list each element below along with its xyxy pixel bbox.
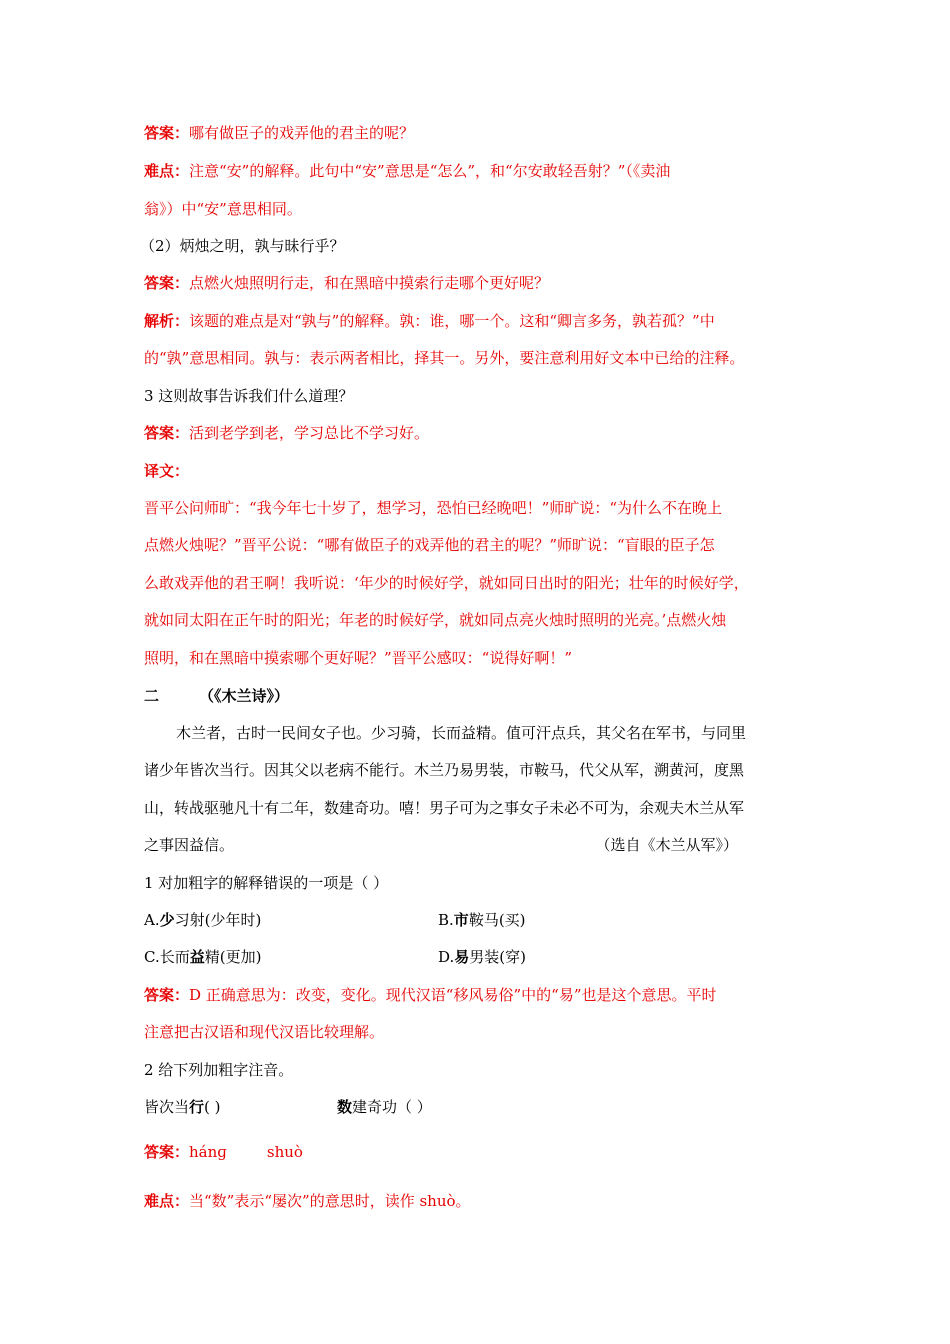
q1-answer-line bbox=[144, 123, 808, 143]
q2-analysis-line bbox=[144, 311, 808, 331]
passage-line bbox=[144, 760, 808, 780]
translation-text: 照明，和在黑暗中摸索哪个更好呢？”晋平公感叹：“说得好啊！” bbox=[144, 649, 573, 667]
answer-label: 答案： bbox=[144, 424, 190, 442]
pinyin-answer-1: hánɡ bbox=[189, 1143, 227, 1161]
section-heading bbox=[144, 686, 808, 706]
translation-line bbox=[144, 535, 808, 555]
translation-line bbox=[144, 610, 808, 630]
answer-label: 答案： bbox=[144, 274, 190, 292]
q3-answer-line bbox=[144, 423, 808, 443]
translation-text: 就如同太阳在正午时的阳光；年老的时候好学，就如同点亮火烛时照明的光亮。’点燃火烛 bbox=[144, 611, 727, 629]
answer-text: 活到老学到老，学习总比不学习好。 bbox=[189, 424, 430, 442]
translation-line bbox=[144, 498, 808, 518]
answer-label: 答案： bbox=[144, 124, 190, 142]
pinyin-item-2: 数建奇功（ ） bbox=[337, 1098, 432, 1116]
q2-analysis-line-2 bbox=[144, 348, 808, 368]
answer-label: 答案： bbox=[144, 1143, 190, 1161]
answer-text: 哪有做臣子的戏弄他的君主的呢？ bbox=[189, 124, 415, 142]
analysis-label: 解析： bbox=[144, 312, 190, 330]
passage-text: 之事因益信。 bbox=[144, 836, 235, 854]
passage-line bbox=[144, 835, 808, 855]
mc-question bbox=[144, 873, 808, 893]
pinyin-items bbox=[144, 1097, 808, 1117]
difficulty-text: 当“数”表示“屡次”的意思时，读作 shuò。 bbox=[189, 1192, 471, 1210]
pinyin-difficulty-line bbox=[144, 1191, 808, 1211]
answer-text-2: 注意把古汉语和现代汉语比较理解。 bbox=[144, 1023, 385, 1041]
option-c: C.长而益精(更加) bbox=[144, 948, 262, 966]
difficulty-label: 难点： bbox=[144, 1192, 190, 1210]
q1-difficulty-line bbox=[144, 161, 808, 181]
translation-line bbox=[144, 573, 808, 593]
question-text: （2）炳烛之明，孰与昧行乎？ bbox=[140, 237, 345, 255]
difficulty-text-2: 翁》）中“安”意思相同。 bbox=[144, 200, 302, 218]
question-text: 2 给下列加粗字注音。 bbox=[144, 1061, 294, 1079]
pinyin-answer-line bbox=[144, 1142, 808, 1162]
difficulty-label: 难点： bbox=[144, 162, 190, 180]
option-a: A.少习射(少年时) bbox=[144, 911, 262, 929]
question-text: 3 这则故事告诉我们什么道理？ bbox=[144, 387, 354, 405]
passage-text: 木兰者，古时一民间女子也。少习骑，长而益精。值可汗点兵，其父名在军书，与同里 bbox=[176, 724, 747, 742]
section-number: 二 bbox=[144, 687, 160, 705]
pinyin-question bbox=[144, 1060, 808, 1080]
pinyin-answer-2: shuò bbox=[266, 1143, 303, 1161]
passage-source: （选自《木兰从军》） bbox=[595, 836, 738, 854]
analysis-text: 该题的难点是对“孰与”的解释。孰：谁，哪一个。这和“卿言多务，孰若孤？”中 bbox=[189, 312, 715, 330]
passage-line bbox=[144, 798, 808, 818]
section-title: （《木兰诗》） bbox=[199, 687, 290, 705]
translation-text: 晋平公问师旷：“我今年七十岁了，想学习，恐怕已经晚吧！”师旷说：“为什么不在晚上 bbox=[144, 499, 723, 517]
mc-answer-line-2 bbox=[144, 1022, 808, 1042]
q1-difficulty-line-2 bbox=[144, 199, 808, 219]
option-b: B.市鞍马(买) bbox=[438, 911, 526, 929]
passage-text: 山，转战驱驰凡十有二年，数建奇功。嘻！男子可为之事女子未必不可为，余观夫木兰从军 bbox=[144, 799, 745, 817]
pinyin-item-1: 皆次当行( ) bbox=[144, 1098, 221, 1116]
answer-text: D 正确意思为：改变，变化。现代汉语“移风易俗”中的“易”也是这个意思。平时 bbox=[189, 986, 717, 1004]
passage-text: 诸少年皆次当行。因其父以老病不能行。木兰乃易男装，市鞍马，代父从军，溯黄河，度黑 bbox=[144, 761, 745, 779]
mc-answer-line bbox=[144, 985, 808, 1005]
passage-line bbox=[144, 723, 808, 743]
difficulty-text: 注意“安”的解释。此句中“安”意思是“怎么”，和“尔安敢轻吾射？”（《卖油 bbox=[189, 162, 671, 180]
answer-text: 点燃火烛照明行走，和在黑暗中摸索行走哪个更好呢？ bbox=[189, 274, 550, 292]
translation-text: 么敢戏弄他的君王啊！我听说：‘年少的时候好学，就如同日出时的阳光；壮年的时候好学， bbox=[144, 574, 749, 592]
q2-answer-line bbox=[144, 273, 808, 293]
q3-question bbox=[144, 386, 808, 406]
translation-label bbox=[144, 461, 808, 481]
question-text: 1 对加粗字的解释错误的一项是（ ） bbox=[144, 874, 389, 892]
translation-line bbox=[144, 648, 808, 668]
answer-label: 答案： bbox=[144, 986, 190, 1004]
q2-question bbox=[140, 236, 804, 256]
translation-label-text: 译文： bbox=[144, 462, 190, 480]
translation-text: 点燃火烛呢？”晋平公说：“哪有做臣子的戏弄他的君主的呢？”师旷说：“盲眼的臣子怎 bbox=[144, 536, 715, 554]
analysis-text-2: 的“孰”意思相同。孰与：表示两者相比，择其一。另外，要注意利用好文本中已给的注释。 bbox=[144, 349, 745, 367]
option-d: D.易男装(穿) bbox=[438, 948, 526, 966]
